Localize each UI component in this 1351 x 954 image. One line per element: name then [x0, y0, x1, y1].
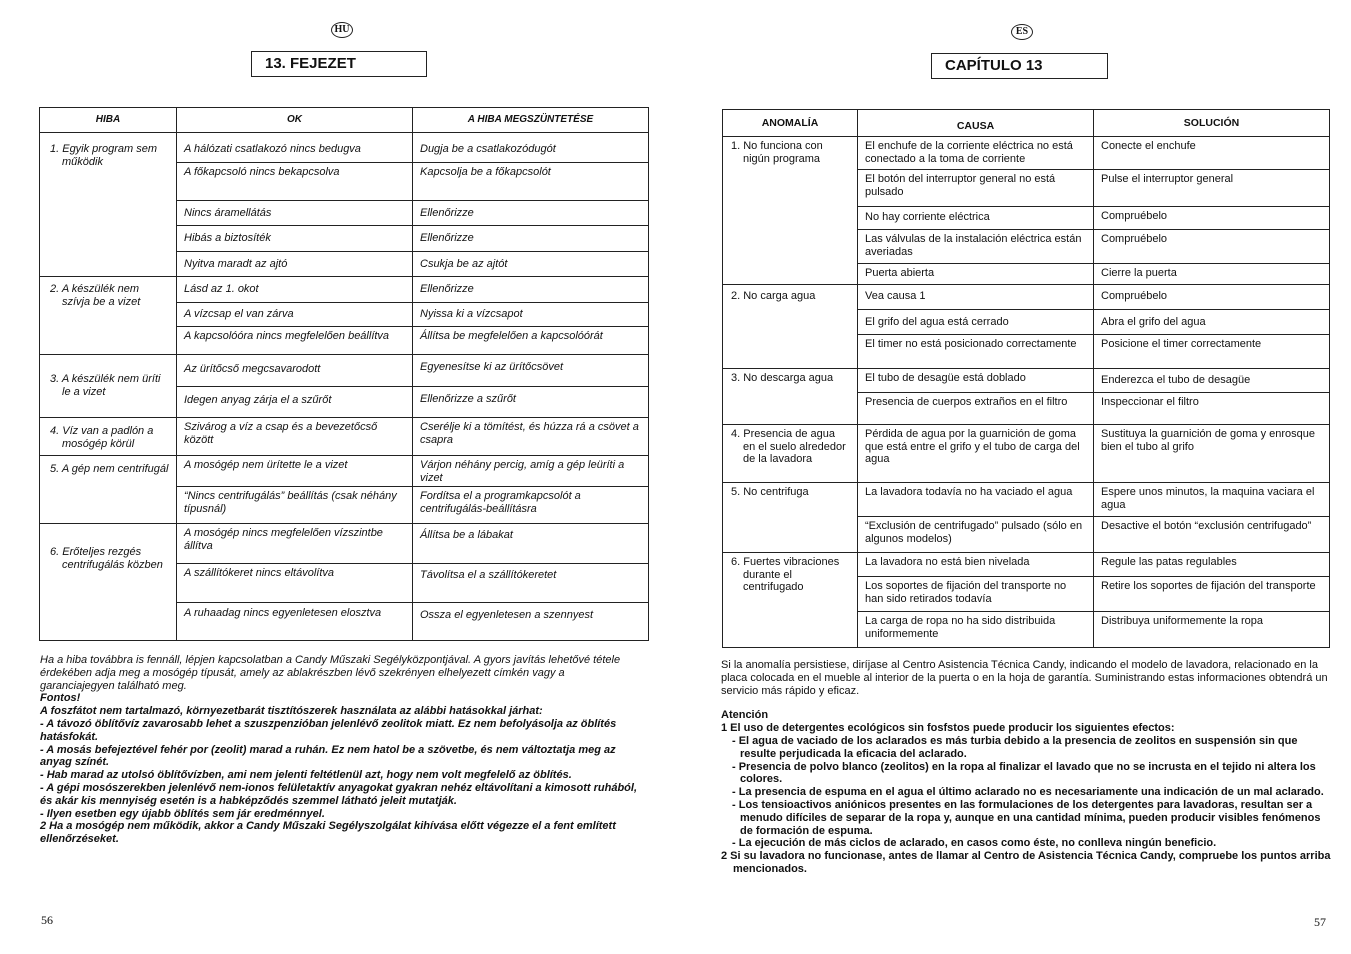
hu-note-line: - A távozó öblítővíz zavarosabb lehet a szuszpenzióban jelenlévő zeolitok miatt. Ez nem befolyásolja az öblítés hatásfokát.: [40, 717, 617, 743]
es-problem-5: 5. No centrifuga: [723, 483, 858, 553]
es-fix: Compruébelo: [1094, 285, 1330, 310]
es-fix: Espere unos minutos, la maquina vaciara el agua: [1094, 483, 1330, 517]
page-left: [0, 0, 675, 954]
hu-fix: Várjon néhány percig, amíg a gép leüríti a vizet: [413, 456, 649, 487]
hu-cause: Hibás a biztosíték: [177, 226, 413, 252]
hu-fix: Egyenesítse ki az ürítőcsövet: [413, 355, 649, 387]
hu-problem-5: 5. A gép nem centrifugál: [40, 456, 177, 524]
es-fix: Enderezca el tubo de desagüe: [1094, 369, 1330, 393]
es-note-subitem: - Los tensioactivos aniónicos presentes en las formulaciones de los detergentes para lavadoras, resultan ser a menudo difíciles de separar de la ropa y, aunque en una cantidad mínima, pueden producir visibles fenómenos de formación de espuma.: [732, 798, 1321, 837]
hu-note-intro: Ha a hiba továbbra is fennáll, lépjen kapcsolatban a Candy Műszaki Segélyközpontjával. A gyors javítás lehetővé tétele érdekében adja meg a mosógép típusát, amely az ablakrészben lévő szekrényen elhelyezett címkén vagy a garanciajegyen található meg.: [40, 654, 621, 692]
es-cause: El botón del interruptor general no está pulsado: [858, 170, 1094, 207]
es-header-anomalia: ANOMALÍA: [723, 110, 858, 137]
es-cause: La lavadora no está bien nivelada: [858, 553, 1094, 577]
es-fix: Inspeccionar el filtro: [1094, 393, 1330, 425]
hu-header-megszuntetes: A HIBA MEGSZÜNTETÉSE: [413, 108, 649, 133]
es-cause: Puerta abierta: [858, 264, 1094, 285]
es-header-causa: CAUSA: [858, 110, 1094, 137]
es-problem-6: 6. Fuertes vibraciones durante el centrifugado: [723, 553, 858, 648]
hu-header-hiba: HIBA: [40, 108, 177, 133]
es-note-subitem: - La presencia de espuma en el agua el último aclarado no es necesariamente una indicación de un mal aclarado.: [732, 786, 1324, 799]
hu-page-number: 56: [41, 913, 53, 927]
hu-fix: Nyissa ki a vízcsapot: [413, 303, 649, 327]
es-cause: Las válvulas de la instalación eléctrica están averiadas: [858, 230, 1094, 264]
page-right: [675, 0, 1351, 954]
hu-troubleshooting-table: [39, 107, 649, 641]
es-problem-3: 3. No descarga agua: [723, 369, 858, 425]
es-table-body: [723, 137, 1330, 648]
hu-note-important: Fontos!: [40, 692, 81, 705]
es-cause: “Exclusión de centrifugado” pulsado (sólo en algunos modelos): [858, 517, 1094, 553]
es-language-badge: ES: [1011, 24, 1033, 40]
es-note: [721, 659, 1333, 876]
hu-fix: Dugja be a csatlakozódugót: [413, 133, 649, 163]
hu-fix: Ossza el egyenletesen a szennyest: [413, 603, 649, 641]
hu-cause: Nincs áramellátás: [177, 201, 413, 226]
hu-note-line: - Ilyen esetben egy újabb öblítés sem jár eredménnyel.: [40, 807, 325, 820]
hu-fix: Ellenőrizze: [413, 201, 649, 226]
es-fix: Cierre la puerta: [1094, 264, 1330, 285]
es-page-number: 57: [1314, 915, 1326, 929]
hu-fix: Kapcsolja be a főkapcsolót: [413, 163, 649, 201]
hu-note-line: - Hab marad az utolsó öblítővízben, ami nem jelenti feltétlenül azt, hogy nem volt megfelelő az öblítés.: [40, 769, 572, 782]
es-note-subitem: - Presencia de polvo blanco (zeolitos) en la ropa al finalizar el lavado que no se incrusta en el tejido ni altera los colores.: [732, 760, 1316, 786]
hu-fix: Ellenőrizze a szűrőt: [413, 387, 649, 418]
es-problem-1: 1. No funciona con nigún programa: [723, 137, 858, 285]
hu-cause: A mosógép nem ürítette le a vizet: [177, 456, 413, 487]
hu-fix: Fordítsa el a programkapcsolót a centrifugálás-beállításra: [413, 487, 649, 524]
es-fix: Posicione el timer correctamente: [1094, 335, 1330, 369]
hu-fix: Állítsa be a lábakat: [413, 524, 649, 564]
hu-problem-6: 6. Erőteljes rezgés centrifugálás közben: [40, 524, 177, 641]
hu-cause: Lásd az 1. okot: [177, 277, 413, 303]
es-cause: El tubo de desagüe está doblado: [858, 369, 1094, 393]
es-fix: Regule las patas regulables: [1094, 553, 1330, 577]
es-cause: Vea causa 1: [858, 285, 1094, 310]
es-cause: Pérdida de agua por la guarnición de goma que está entre el grifo y el tubo de carga del agua: [858, 425, 1094, 483]
es-note-subitem: - La ejecución de más ciclos de aclarado, en casos como éste, no conlleva ningún beneficio.: [732, 837, 1217, 850]
es-fix: Pulse el interruptor general: [1094, 170, 1330, 207]
es-fix: Retire los soportes de fijación del transporte: [1094, 577, 1330, 612]
hu-cause: A mosógép nincs megfelelően vízszintbe állítva: [177, 524, 413, 564]
es-problem-2: 2. No carga agua: [723, 285, 858, 369]
hu-fix: Ellenőrizze: [413, 226, 649, 252]
hu-table-body: [40, 133, 649, 641]
es-chapter-title: CAPÍTULO 13: [931, 53, 1108, 79]
hu-problem-2: 2. A készülék nem szívja be a vizet: [40, 277, 177, 355]
hu-fix: Ellenőrizze: [413, 277, 649, 303]
es-note-item-2: 2 Si su lavadora no funcionase, antes de llamar al Centro de Asistencia Técnica Candy, compruebe los puntos arriba mencionados.: [721, 850, 1331, 875]
es-fix: Abra el grifo del agua: [1094, 310, 1330, 335]
es-cause: La carga de ropa no ha sido distribuida uniformemente: [858, 612, 1094, 648]
hu-note-line: - A gépi mosószerekben jelenlévő nem-ionos felületaktív anyagokat gyakran nehéz eltávolítani a kimosott ruhából, és akár kis mennyiség esetén is a habképződés szemmel látható jeleit mutatják.: [40, 781, 638, 807]
hu-note-line: - A mosás befejeztével fehér por (zeolit) marad a ruhán. Ez nem hatol be a szövetbe, és nem változtatja meg az anyag színét.: [40, 743, 616, 769]
es-note-attention: Atención: [721, 709, 769, 722]
hu-cause: A főkapcsoló nincs bekapcsolva: [177, 163, 413, 201]
es-fix: Desactive el botón “exclusión centrifugado”: [1094, 517, 1330, 553]
hu-problem-1: 1. Egyik program sem működik: [40, 133, 177, 277]
es-cause: No hay corriente eléctrica: [858, 207, 1094, 230]
es-fix: Conecte el enchufe: [1094, 137, 1330, 170]
hu-cause: A szállítókeret nincs eltávolítva: [177, 564, 413, 603]
es-cause: El grifo del agua está cerrado: [858, 310, 1094, 335]
es-problem-4: 4. Presencia de agua en el suelo alrededor de la lavadora: [723, 425, 858, 483]
es-note-subitem: - El agua de vaciado de los aclarados es más turbia debido a la presencia de zeolitos en suspensión sin que resulte perjudicada la eficacia del aclarado.: [732, 734, 1298, 760]
es-cause: Presencia de cuerpos extraños en el filtro: [858, 393, 1094, 425]
es-note-item-1: 1 El uso de detergentes ecológicos sin fosfstos puede producir los siguientes efectos:: [721, 722, 1175, 735]
es-fix: Compruébelo: [1094, 207, 1330, 230]
hu-problem-4: 4. Víz van a padlón a mosógép körül: [40, 418, 177, 456]
es-fix: Compruébelo: [1094, 230, 1330, 264]
es-cause: El timer no está posicionado correctamente: [858, 335, 1094, 369]
hu-fix: Cserélje ki a tömítést, és húzza rá a csövet a csapra: [413, 418, 649, 456]
hu-cause: A kapcsolóóra nincs megfelelően beállítva: [177, 327, 413, 355]
es-fix: Distribuya uniformemente la ropa: [1094, 612, 1330, 648]
es-cause: El enchufe de la corriente eléctrica no está conectado a la toma de corriente: [858, 137, 1094, 170]
hu-problem-3: 3. A készülék nem üríti le a vizet: [40, 355, 177, 418]
hu-note-line: A foszfátot nem tartalmazó, környezetbarát tisztítószerek használata az alábbi hatásokkal járhat:: [40, 705, 543, 718]
hu-fix: Távolítsa el a szállítókeretet: [413, 564, 649, 603]
hu-cause: A hálózati csatlakozó nincs bedugva: [177, 133, 413, 163]
hu-cause: Idegen anyag zárja el a szűrőt: [177, 387, 413, 418]
hu-cause: “Nincs centrifugálás” beállítás (csak néhány típusnál): [177, 487, 413, 524]
hu-language-badge: HU: [331, 22, 353, 38]
es-header-solucion: SOLUCIÓN: [1094, 110, 1330, 137]
es-fix: Sustituya la guarnición de goma y enrosque bien el tubo al grifo: [1094, 425, 1330, 483]
hu-cause: Az ürítőcső megcsavarodott: [177, 355, 413, 387]
es-troubleshooting-table: [722, 109, 1330, 648]
es-cause: La lavadora todavía no ha vaciado el agua: [858, 483, 1094, 517]
hu-cause: A vízcsap el van zárva: [177, 303, 413, 327]
hu-note-line: 2 Ha a mosógép nem működik, akkor a Candy Műszaki Segélyszolgálat kihívása előtt végezze el a fent említett ellenőrzéseket.: [40, 820, 616, 846]
hu-cause: A ruhaadag nincs egyenletesen elosztva: [177, 603, 413, 641]
hu-cause: Nyitva maradt az ajtó: [177, 252, 413, 277]
hu-cause: Szivárog a víz a csap és a bevezetőcső között: [177, 418, 413, 456]
hu-fix: Csukja be az ajtót: [413, 252, 649, 277]
hu-chapter-title: 13. FEJEZET: [251, 51, 427, 77]
es-cause: Los soportes de fijación del transporte no han sido retirados todavía: [858, 577, 1094, 612]
hu-fix: Állítsa be megfelelően a kapcsolóórát: [413, 327, 649, 355]
hu-note: [40, 654, 640, 846]
es-note-intro: Si la anomalía persistiese, diríjase al Centro Asistencia Técnica Candy, indicando el modelo de lavadora, relacionado en la placa colocada en el mueble al interior de la puerta o en la hoja de garantía. Suministrando estas informaciones obtendrá un servicio más rápido y eficaz.: [721, 659, 1328, 697]
hu-header-ok: OK: [177, 108, 413, 133]
